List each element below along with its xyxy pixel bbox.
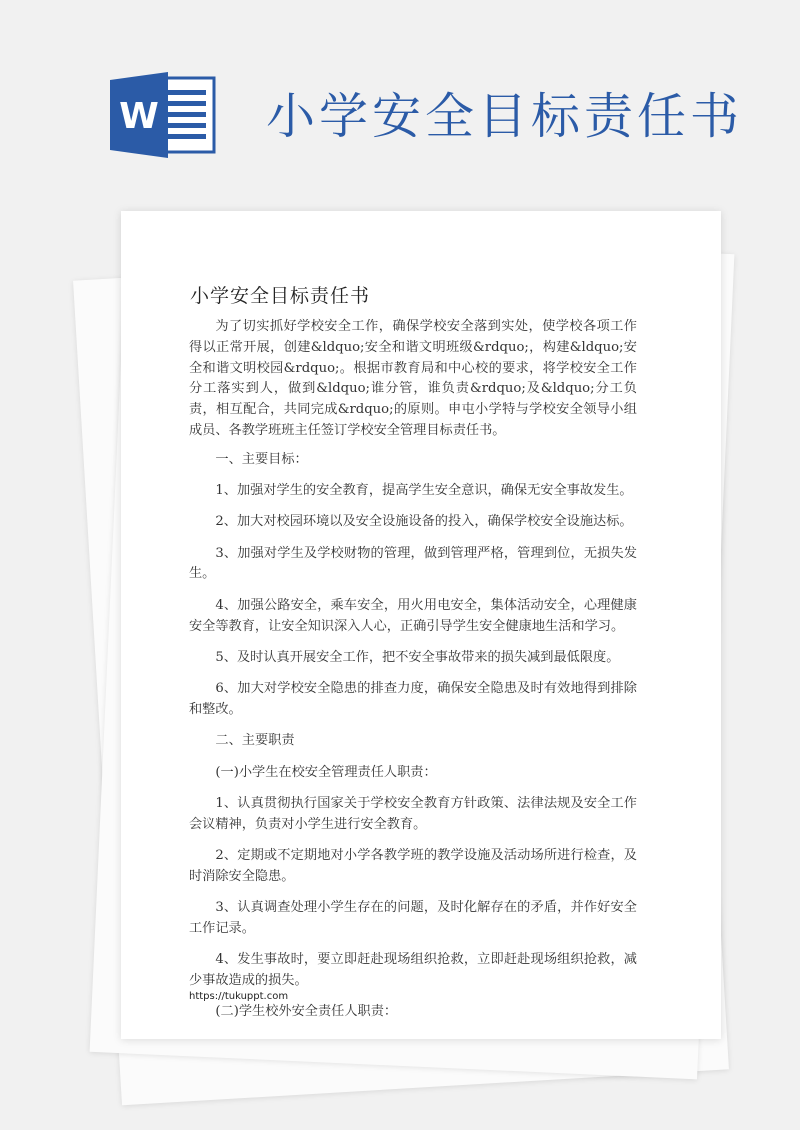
subsection-heading-in-school: (一)小学生在校安全管理责任人职责：: [215, 764, 437, 780]
section-heading-duties: 二、主要职责: [215, 733, 295, 749]
goal-item-1: 1、加强对学生的安全教育，提高学生安全意识，确保无安全事故发生。: [215, 483, 633, 499]
duty-item-1: 1、认真贯彻执行国家关于学校安全教育方针政策、法律法规及安全工作会议精神，负责对小学生进行安全教育。: [189, 795, 637, 832]
document-title: 小学安全目标责任书: [190, 285, 371, 307]
intro-paragraph: 为了切实抓好学校安全工作，确保学校安全落到实处，使学校各项工作得以正常开展，创建&ldquo;安全和谐文明班级&rdquo;，构建&ldquo;安全和谐文明校园&rdquo;。根据市教育局和中心校的要求，将学校安全工作分工落实到人，做到&ldquo;谁分管，谁负责&rdquo;及&ldquo;分工负责，相互配合，共同完成&rdquo;的原则。申屯小学特与学校安全领导小组成员、各教学班班主任签订学校安全管理目标责任书。: [189, 319, 637, 438]
goal-item-3: 3、加强对学生及学校财物的管理，做到管理严格，管理到位，无损失发生。: [189, 545, 637, 582]
section-heading-goals: 一、主要目标：: [215, 451, 308, 467]
goal-item-2: 2、加大对校园环境以及安全设施设备的投入，确保学校安全设施达标。: [215, 514, 633, 530]
goal-item-6: 6、加大对学校安全隐患的排查力度，确保安全隐患及时有效地得到排除和整改。: [189, 681, 637, 717]
duty-item-2: 2、定期或不定期地对小学各教学班的教学设施及活动场所进行检查，及时消除安全隐患。: [189, 847, 637, 884]
document-body: [189, 317, 637, 1034]
subsection-heading-out-of-school: (二)学生校外安全责任人职责：: [215, 1004, 398, 1020]
svg-text:W: W: [119, 96, 159, 137]
goal-item-5: 5、及时认真开展安全工作，把不安全事故带来的损失减到最低限度。: [215, 649, 620, 665]
duty-item-3: 3、认真调查处理小学生存在的问题，及时化解存在的矛盾，并作好安全工作记录。: [189, 900, 637, 936]
footer-url: https://tukuppt.com: [189, 991, 289, 1002]
document-page: [121, 211, 721, 1039]
duty-item-4: 4、发生事故时，要立即赶赴现场组织抢救，立即赶赴现场组织抢救，减少事故造成的损失。: [189, 952, 637, 988]
page-title: 小学安全目标责任书: [266, 88, 744, 145]
word-document-icon: [110, 72, 216, 158]
goal-item-4: 4、加强公路安全，乘车安全，用火用电安全，集体活动安全，心理健康安全等教育，让安全知识深入人心，正确引导学生安全健康地生活和学习。: [189, 597, 637, 634]
